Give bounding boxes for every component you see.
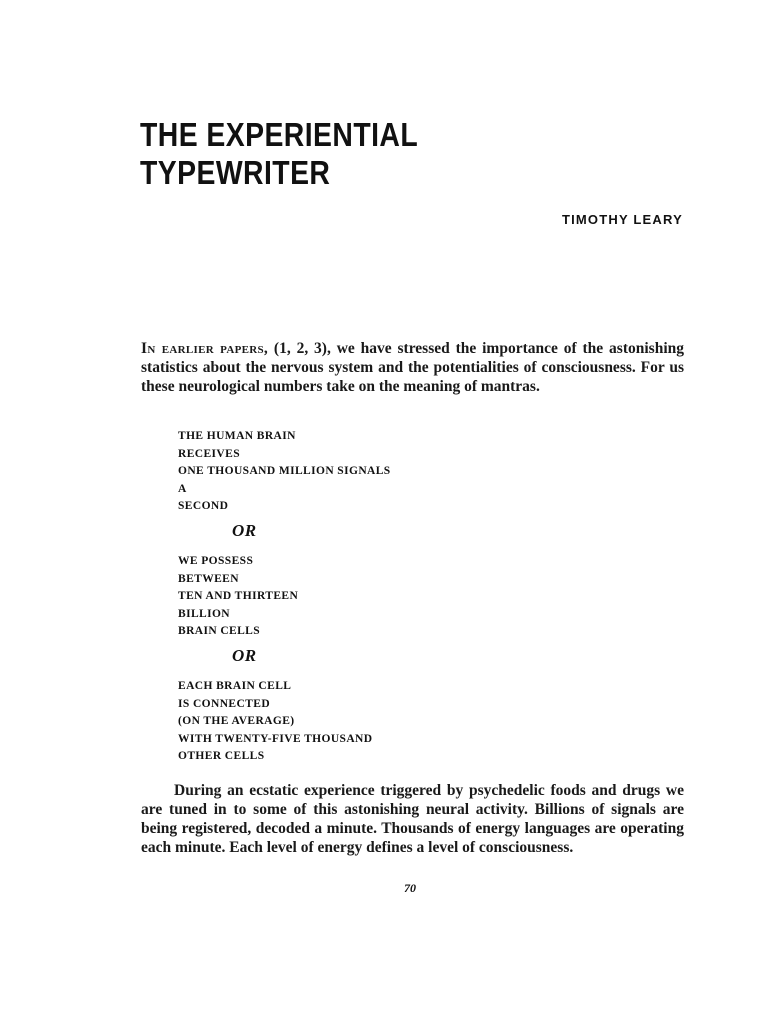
mantra-line: SECOND bbox=[178, 500, 229, 513]
mantra-line: A bbox=[178, 482, 187, 495]
intro-text: (1, 2, 3), we have stressed the importance of the astonishing statistics about the nervous system and the potentialities of consciousness. For us these neurological numbers take on the meaning of mantras. bbox=[141, 340, 684, 395]
mantra-line: (ON THE AVERAGE) bbox=[178, 715, 295, 728]
closing-paragraph: During an ecstatic experience triggered by psychedelic foods and drugs we are tuned in to some of this astonishing neural activity. Billions of signals are being registered, decoded a minute. Thousands of energy languages are operating each minute. Each level of energy defines a level of consciousness. bbox=[141, 782, 684, 856]
intro-lead: In earlier papers, bbox=[141, 340, 269, 357]
mantra-block-2 bbox=[178, 553, 298, 641]
mantra-line: IS CONNECTED bbox=[178, 697, 271, 710]
article-title bbox=[140, 116, 418, 192]
or-separator-1: OR bbox=[232, 521, 257, 540]
page-number: 70 bbox=[404, 881, 416, 895]
mantra-block-3 bbox=[178, 678, 372, 766]
title-line-2: TYPEWRITER bbox=[140, 154, 331, 191]
title-line-1: THE EXPERIENTIAL bbox=[140, 116, 419, 153]
mantra-line: BRAIN CELLS bbox=[178, 625, 261, 638]
mantra-line: THE HUMAN BRAIN bbox=[178, 430, 296, 442]
mantra-line: OTHER CELLS bbox=[178, 750, 265, 763]
mantra-line: BILLION bbox=[178, 607, 231, 620]
mantra-line: EACH BRAIN CELL bbox=[178, 680, 292, 692]
mantra-line: RECEIVES bbox=[178, 447, 240, 460]
mantra-line: ONE THOUSAND MILLION SIGNALS bbox=[178, 465, 391, 478]
mantra-line: TEN AND THIRTEEN bbox=[178, 590, 299, 603]
author-name: TIMOTHY LEARY bbox=[561, 212, 683, 227]
mantra-line: BETWEEN bbox=[178, 572, 239, 585]
mantra-block-1 bbox=[178, 428, 391, 516]
mantra-line: WITH TWENTY-FIVE THOUSAND bbox=[178, 732, 373, 745]
intro-paragraph bbox=[141, 339, 684, 396]
mantra-line: WE POSSESS bbox=[178, 555, 254, 567]
or-separator-2: OR bbox=[232, 646, 257, 665]
